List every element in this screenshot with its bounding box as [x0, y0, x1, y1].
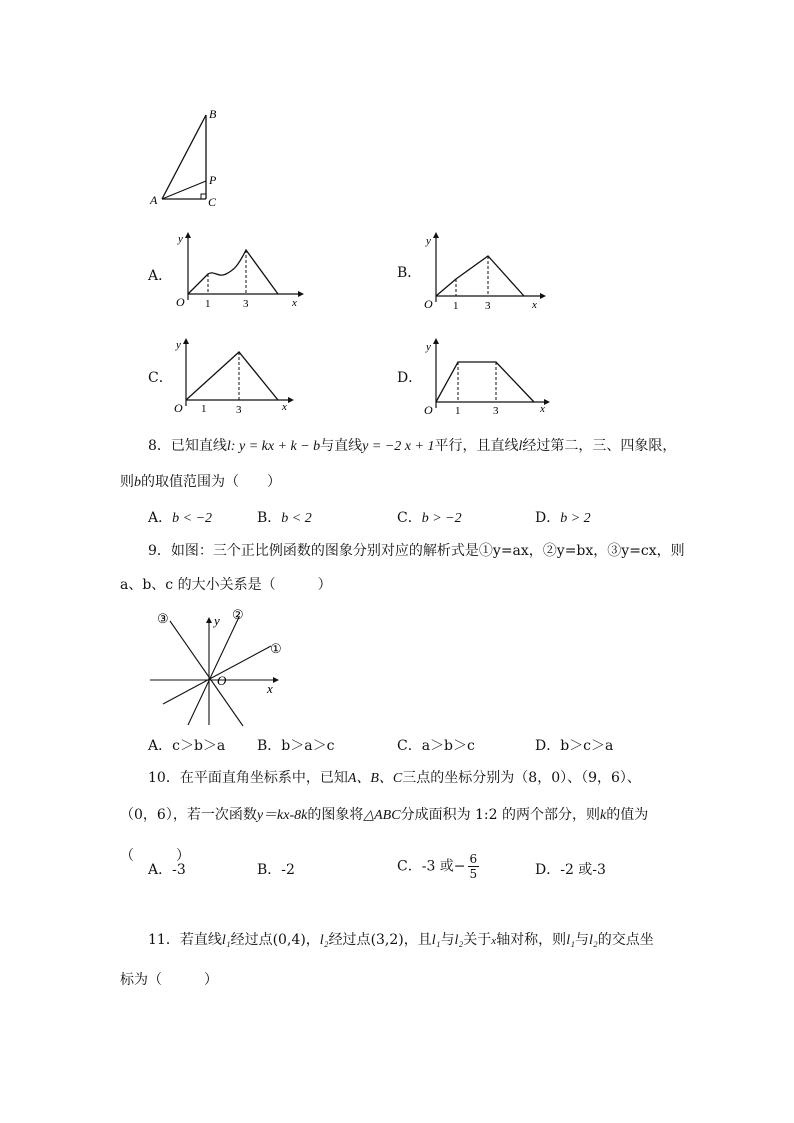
label-a: A: [150, 193, 158, 207]
graph-a-curve: [188, 250, 278, 294]
q8-mid: 与直线: [320, 438, 363, 454]
graph-c-line: [186, 352, 278, 400]
q9-line1: 9．如图：三个正比例函数的图象分别对应的解析式是①y=ax，②y=bx，③y=cx，则: [148, 543, 685, 559]
q8-line-l: l: y = kx + k − b: [226, 439, 321, 454]
q8-line2-prefix: 则: [120, 474, 134, 490]
graph-d-line: [436, 362, 534, 402]
option-a-letter[interactable]: A．: [148, 268, 173, 284]
fraction-six-fifths: $\frac{6}{5}$: [469, 852, 478, 881]
option-d-letter[interactable]: D．: [397, 370, 423, 386]
q8-line2-eq: y = −2 x + 1: [362, 439, 435, 454]
q8-line2: [120, 473, 281, 492]
q9-line2: a、b、c 的大小关系是（ ）: [120, 577, 332, 593]
q8-l: l: [518, 439, 523, 454]
x-axis-label: x: [282, 401, 287, 413]
option-b-letter[interactable]: B．: [397, 265, 422, 281]
q10-option-a[interactable]: A．-3: [148, 862, 186, 878]
q11-line2: 标为（ ）: [120, 972, 218, 988]
label-line-3: ③: [157, 611, 169, 626]
tick-3: 3: [485, 300, 491, 310]
label-o: O: [217, 673, 227, 688]
option-c-letter[interactable]: C．: [148, 370, 173, 386]
q8-option-d[interactable]: D．b > 2: [535, 510, 591, 526]
q9-option-c[interactable]: C．a＞b＞c: [397, 738, 475, 754]
q8-option-a[interactable]: A．b < −2: [148, 510, 213, 526]
x-axis-label: x: [540, 403, 545, 415]
y-axis-label: y: [426, 341, 431, 353]
q8-prefix: 8．已知直线: [148, 438, 227, 454]
q9-figure: [145, 605, 290, 730]
tick-3: 3: [236, 404, 242, 416]
q8-line2-suffix: 的取值范围为（ ）: [141, 474, 281, 490]
q8-suffix2: 经过第二，三、四象限，: [522, 438, 677, 454]
q10-option-b[interactable]: B．-2: [257, 862, 295, 878]
q11-line1: 11．若直线l₁经过点(0,4)，l₂经过点(3,2)，且l₁与l₂关于x轴对称，则l₁与l₂的交点坐: [148, 932, 654, 948]
label-line-1: ①: [270, 641, 282, 656]
graph-option-b: [418, 230, 558, 310]
tick-1: 1: [201, 403, 207, 415]
graph-option-a: [170, 230, 310, 310]
q9-option-b[interactable]: B．b＞a＞c: [257, 738, 335, 754]
tick-1: 1: [453, 300, 459, 310]
origin-label: O: [424, 297, 433, 310]
x-axis-label: x: [532, 299, 537, 310]
graph-b-line: [436, 256, 524, 296]
q8-suffix: 平行，且直线: [434, 438, 519, 454]
tick-3: 3: [493, 405, 499, 416]
label-c: C: [208, 195, 217, 209]
y-axis-label: y: [426, 235, 431, 247]
label-line-2: ②: [232, 607, 244, 622]
q10-line2: （0，6），若一次函数y＝kx-8k的图象将△ABC分成面积为 1:2 的两个部分，则k的值为: [120, 807, 649, 823]
q8-option-b[interactable]: B．b < 2: [257, 510, 312, 526]
q9-option-d[interactable]: D．b＞c＞a: [535, 738, 614, 754]
q8-line1: [148, 437, 676, 456]
graph-option-d: [418, 336, 558, 416]
origin-label: O: [424, 403, 433, 416]
q8-b: b: [134, 475, 141, 490]
q8-option-c[interactable]: C．b > −2: [397, 510, 462, 526]
graph-option-c: [170, 336, 310, 416]
label-b: B: [209, 107, 217, 121]
q10-line1: 10．在平面直角坐标系中，已知A、B、C三点的坐标分别为（8，0）、（9，6）、: [148, 770, 641, 786]
label-y: y: [214, 613, 220, 628]
tick-1: 1: [455, 405, 461, 416]
q9-option-a[interactable]: A．c＞b＞a: [148, 738, 226, 754]
right-angle-mark: [201, 194, 206, 199]
label-p: P: [209, 173, 217, 187]
tick-3: 3: [243, 298, 249, 310]
y-axis-label: y: [176, 339, 181, 351]
line-3: [170, 621, 243, 726]
segment-ap: [162, 181, 206, 199]
tick-1: 1: [205, 298, 211, 310]
q10-line3: （ ）: [120, 848, 190, 864]
y-axis-label: y: [178, 233, 183, 245]
triangle-side-ab: [162, 115, 206, 199]
origin-label: O: [174, 401, 183, 415]
q10-option-c[interactable]: C．-3 或− $\frac{6}{5}$: [397, 852, 478, 881]
q10-option-d[interactable]: D．-2 或-3: [535, 862, 606, 878]
x-axis-label: x: [292, 297, 297, 309]
origin-label: O: [176, 295, 185, 309]
triangle-figure: [140, 100, 230, 210]
label-x: x: [267, 681, 273, 696]
